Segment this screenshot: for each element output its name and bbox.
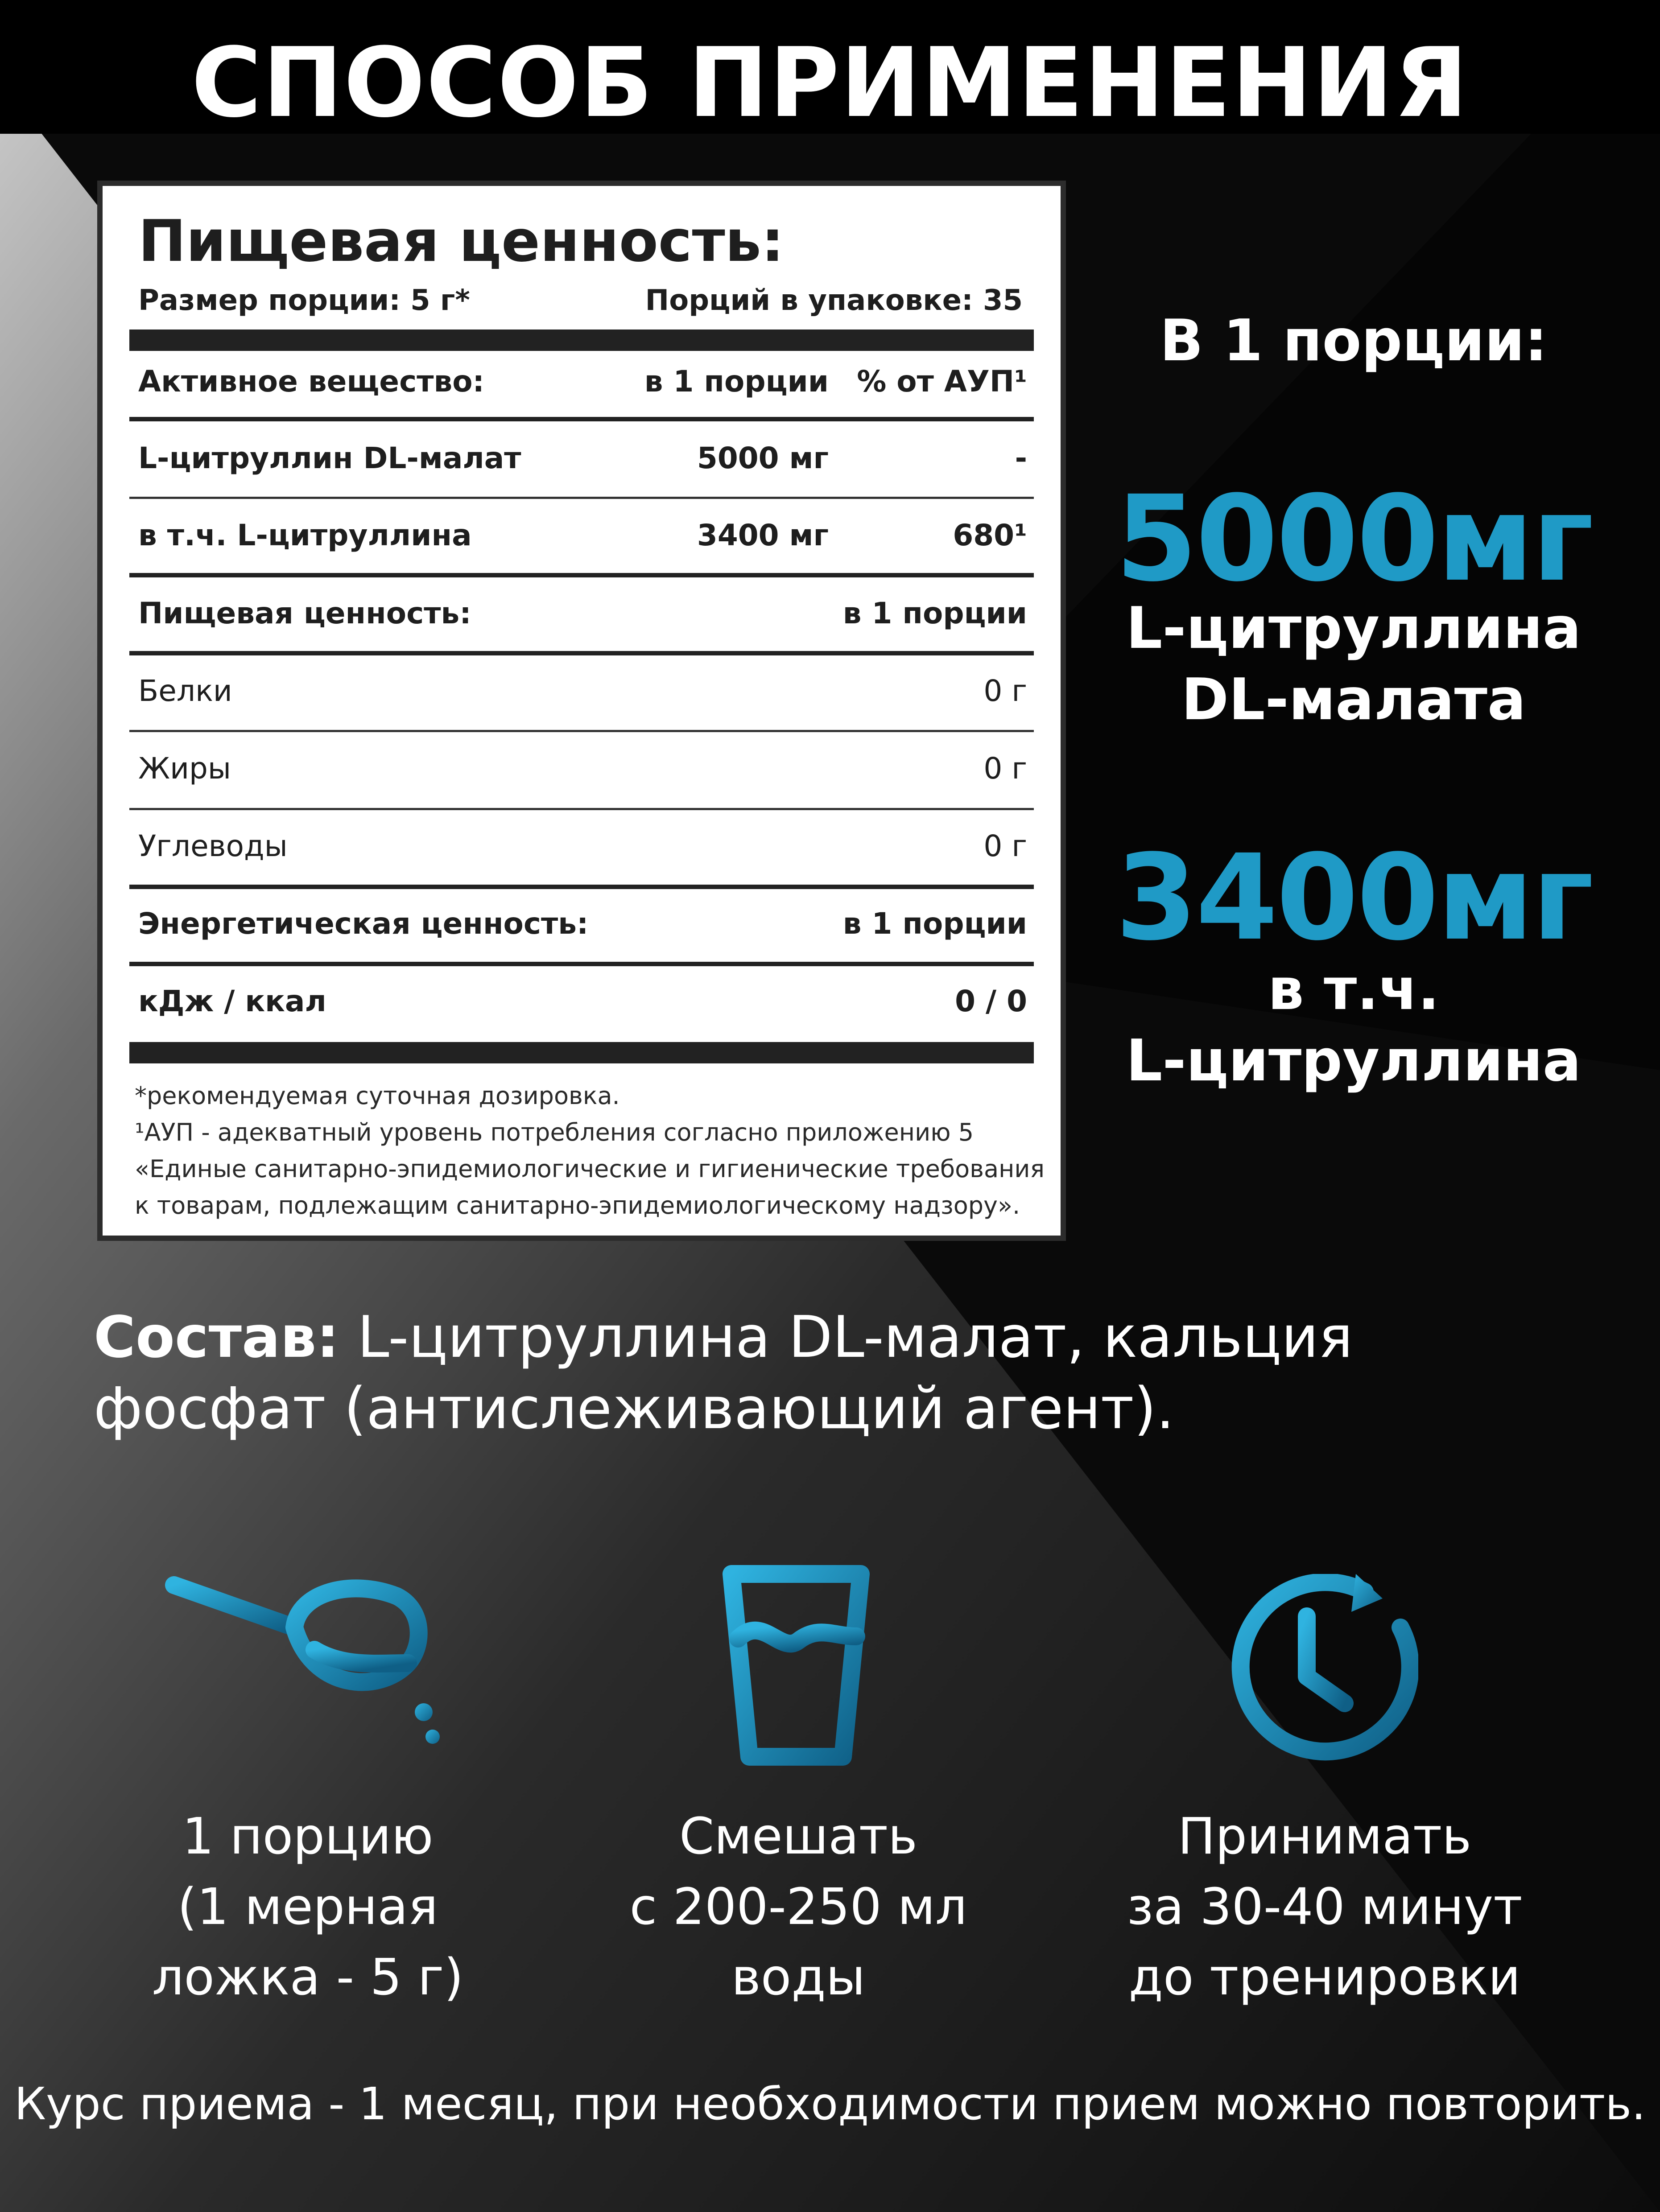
- step-line: воды: [731, 1948, 866, 2006]
- divider: [129, 651, 1034, 655]
- divider: [129, 497, 1034, 499]
- highlight-value: 5000мг: [1115, 470, 1592, 608]
- value-row-amount: 0 г: [983, 829, 1027, 863]
- divider: [129, 962, 1034, 966]
- value-row-amount: 0 г: [983, 674, 1027, 708]
- step-line: Смешать: [679, 1808, 917, 1866]
- glass-of-water-icon: [723, 1565, 870, 1766]
- active-header-name: Активное вещество:: [138, 364, 484, 399]
- step-line: до тренировки: [1128, 1948, 1521, 2006]
- course-note: Курс приема - 1 месяц, при необходимости прием можно повторить.: [14, 2078, 1646, 2130]
- energy-row-amount: 0 / 0: [955, 984, 1027, 1018]
- active-row-percent: -: [1015, 441, 1027, 475]
- step-mix: [553, 1801, 1044, 2013]
- step-line: (1 мерная: [177, 1878, 438, 1936]
- nutrition-heading: Пищевая ценность:: [138, 208, 784, 275]
- footnote-line: ¹АУП - адекватный уровень потребления согласно приложению 5: [135, 1118, 974, 1146]
- active-header-amount: в 1 порции: [644, 364, 829, 399]
- divider-thick: [129, 1042, 1034, 1063]
- energy-header-name: Энергетическая ценность:: [138, 906, 589, 941]
- active-row-amount: 3400 мг: [697, 518, 829, 552]
- divider: [129, 730, 1034, 732]
- footnote-line: *рекомендуемая суточная дозировка.: [135, 1082, 620, 1110]
- step-timing: [1079, 1801, 1570, 2013]
- composition-text: L-цитруллина DL-малат, кальция фосфат (антислеживающий агент).: [94, 1304, 1353, 1442]
- value-row-amount: 0 г: [983, 751, 1027, 786]
- servings-per-pack: Порций в упаковке: 35: [645, 284, 1023, 317]
- energy-row-name: кДж / ккал: [138, 984, 326, 1018]
- divider-thick: [129, 330, 1034, 351]
- step-line: ложка - 5 г): [152, 1948, 464, 2006]
- step-line: с 200-250 мл: [629, 1878, 967, 1936]
- serving-size: Размер порции: 5 г*: [138, 284, 470, 317]
- active-row-name: L-цитруллин DL-малат: [138, 441, 521, 475]
- divider: [129, 573, 1034, 577]
- active-row-name: в т.ч. L-цитруллина: [138, 518, 472, 552]
- active-header-percent: % от АУП¹: [857, 364, 1027, 399]
- divider: [129, 885, 1034, 889]
- highlight-label: в т.ч.: [1268, 956, 1440, 1023]
- step-line: 1 порцию: [182, 1808, 434, 1866]
- clock-icon: [1231, 1574, 1418, 1761]
- highlight-label: L-цитруллина: [1126, 1028, 1582, 1094]
- page-title: СПОСОБ ПРИМЕНЕНИЯ: [191, 27, 1469, 139]
- nutrition-facts-panel: [97, 181, 1066, 1241]
- energy-header-amount: в 1 порции: [842, 906, 1027, 941]
- value-header-name: Пищевая ценность:: [138, 596, 471, 630]
- footnote-line: «Единые санитарно-эпидемиологические и гигиенические требования: [135, 1155, 1045, 1183]
- value-row-name: Белки: [138, 674, 232, 708]
- active-row-amount: 5000 мг: [697, 441, 829, 475]
- value-header-amount: в 1 порции: [842, 596, 1027, 630]
- step-line: за 30-40 минут: [1127, 1878, 1523, 1936]
- highlight-label: L-цитруллина: [1126, 595, 1582, 662]
- footnote-line: к товарам, подлежащим санитарно-эпидемиологическому надзору».: [135, 1191, 1020, 1219]
- highlight-value: 3400мг: [1115, 829, 1592, 967]
- step-line: Принимать: [1177, 1808, 1472, 1866]
- scoop-icon: [165, 1561, 450, 1766]
- footnotes: [135, 1078, 1049, 1224]
- highlight-label: DL-малата: [1181, 667, 1526, 733]
- value-row-name: Жиры: [138, 751, 231, 786]
- step-dose: [62, 1801, 553, 2013]
- composition: [94, 1302, 1588, 1445]
- composition-label: Состав:: [94, 1304, 339, 1371]
- value-row-name: Углеводы: [138, 829, 288, 863]
- per-serving-heading: В 1 порции:: [1160, 308, 1548, 374]
- active-row-percent: 680¹: [953, 518, 1027, 552]
- divider: [129, 808, 1034, 810]
- divider: [129, 417, 1034, 421]
